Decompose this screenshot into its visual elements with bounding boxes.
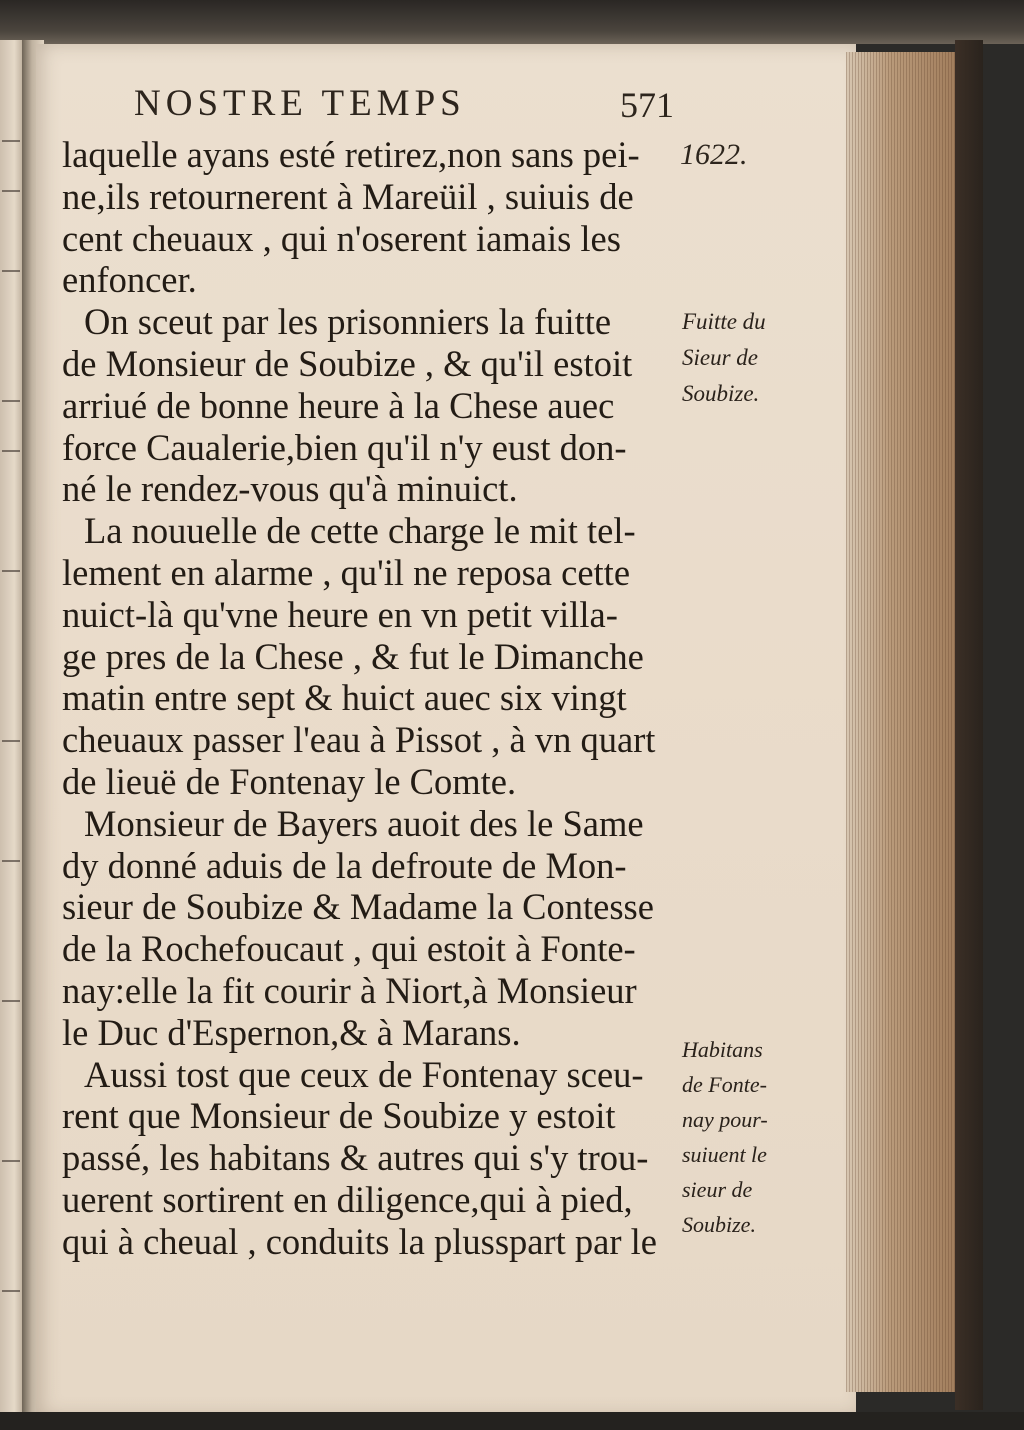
page-edge-mark — [2, 270, 20, 272]
margin-note-line: sieur de — [682, 1177, 753, 1202]
margin-note-line: Fuitte du — [682, 309, 766, 334]
text-line: né le rendez-vous qu'à minuict. — [62, 468, 518, 510]
margin-year: 1622. — [680, 138, 748, 171]
margin-note-line: Sieur de — [682, 345, 759, 370]
margin-note-line: nay pour- — [682, 1107, 768, 1132]
margin-note-line: Habitans — [682, 1037, 763, 1062]
text-line: de la Rochefoucaut , qui estoit à Fonte- — [62, 928, 636, 970]
text-line: uerent sortirent en diligence,qui à pied, — [62, 1178, 633, 1220]
page-edge-mark — [2, 740, 20, 742]
facing-page-edge — [0, 40, 24, 1420]
text-line: Aussi tost que ceux de Fontenay sceu- — [84, 1053, 644, 1095]
page-edge-mark — [2, 400, 20, 402]
text-line: cent cheuaux , qui n'oserent iamais les — [62, 217, 621, 259]
text-line: arriué de bonne heure à la Chese auec — [62, 384, 615, 426]
text-line: de lieuë de Fontenay le Comte. — [62, 760, 517, 802]
page-edge-mark — [2, 190, 20, 192]
running-head: NOSTRE TEMPS — [134, 83, 466, 124]
text-line: sieur de Soubize & Madame la Contesse — [62, 886, 654, 928]
page-edge-mark — [2, 1160, 20, 1162]
margin-note-line: Soubize. — [682, 1212, 756, 1237]
text-line: Monsieur de Bayers auoit des le Same — [84, 802, 644, 844]
page-edge-mark — [2, 570, 20, 572]
text-line: le Duc d'Espernon,& à Marans. — [62, 1011, 521, 1053]
top-background — [0, 0, 1024, 44]
text-line: lement en alarme , qu'il ne reposa cette — [62, 551, 631, 593]
margin-note-soubize-flight — [682, 304, 766, 412]
text-line: ge pres de la Chese , & fut le Dimanche — [62, 635, 644, 677]
text-line: ne,ils retournerent à Mareüil , suiuis de — [62, 175, 634, 217]
page-edge-mark — [2, 1000, 20, 1002]
text-line: dy donné aduis de la defroute de Mon- — [62, 844, 627, 886]
page-edge-mark — [2, 140, 20, 142]
text-line: nay:elle la fit courir à Niort,à Monsieur — [62, 969, 637, 1011]
page-number: 571 — [620, 85, 674, 125]
text-line: laquelle ayans esté retirez,non sans pei- — [62, 134, 640, 175]
body-text — [62, 134, 674, 1263]
text-line: force Caualerie,bien qu'il n'y eust don- — [62, 426, 627, 468]
fore-edge — [846, 52, 958, 1392]
text-line: La nouuelle de cette charge le mit tel- — [84, 510, 636, 552]
margin-note-line: de Fonte- — [682, 1072, 767, 1097]
page-edge-mark — [2, 450, 20, 452]
text-line: matin entre sept & huict auec six vingt — [62, 677, 627, 719]
text-line: passé, les habitans & autres qui s'y trou- — [62, 1137, 649, 1179]
bottom-background — [0, 1412, 1024, 1430]
page-header — [60, 82, 700, 132]
cover-edge — [955, 40, 983, 1410]
text-line: rent que Monsieur de Soubize y estoit — [62, 1095, 616, 1137]
margin-note-line: suiuent le — [682, 1142, 767, 1167]
text-line: cheuaux passer l'eau à Pissot , à vn quart — [62, 719, 656, 761]
margin-note-line: Soubize. — [682, 381, 760, 406]
text-line: de Monsieur de Soubize , & qu'il estoit — [62, 342, 633, 384]
page-edge-mark — [2, 860, 20, 862]
page-edge-mark — [2, 1290, 20, 1292]
text-line: nuict-là qu'vne heure en vn petit villa- — [62, 593, 618, 635]
text-line: qui à cheual , conduits la plusspart par le — [62, 1220, 657, 1262]
text-line: enfoncer. — [62, 259, 197, 301]
margin-note-habitants — [682, 1032, 768, 1242]
text-line: On sceut par les prisonniers la fuitte — [84, 301, 612, 343]
